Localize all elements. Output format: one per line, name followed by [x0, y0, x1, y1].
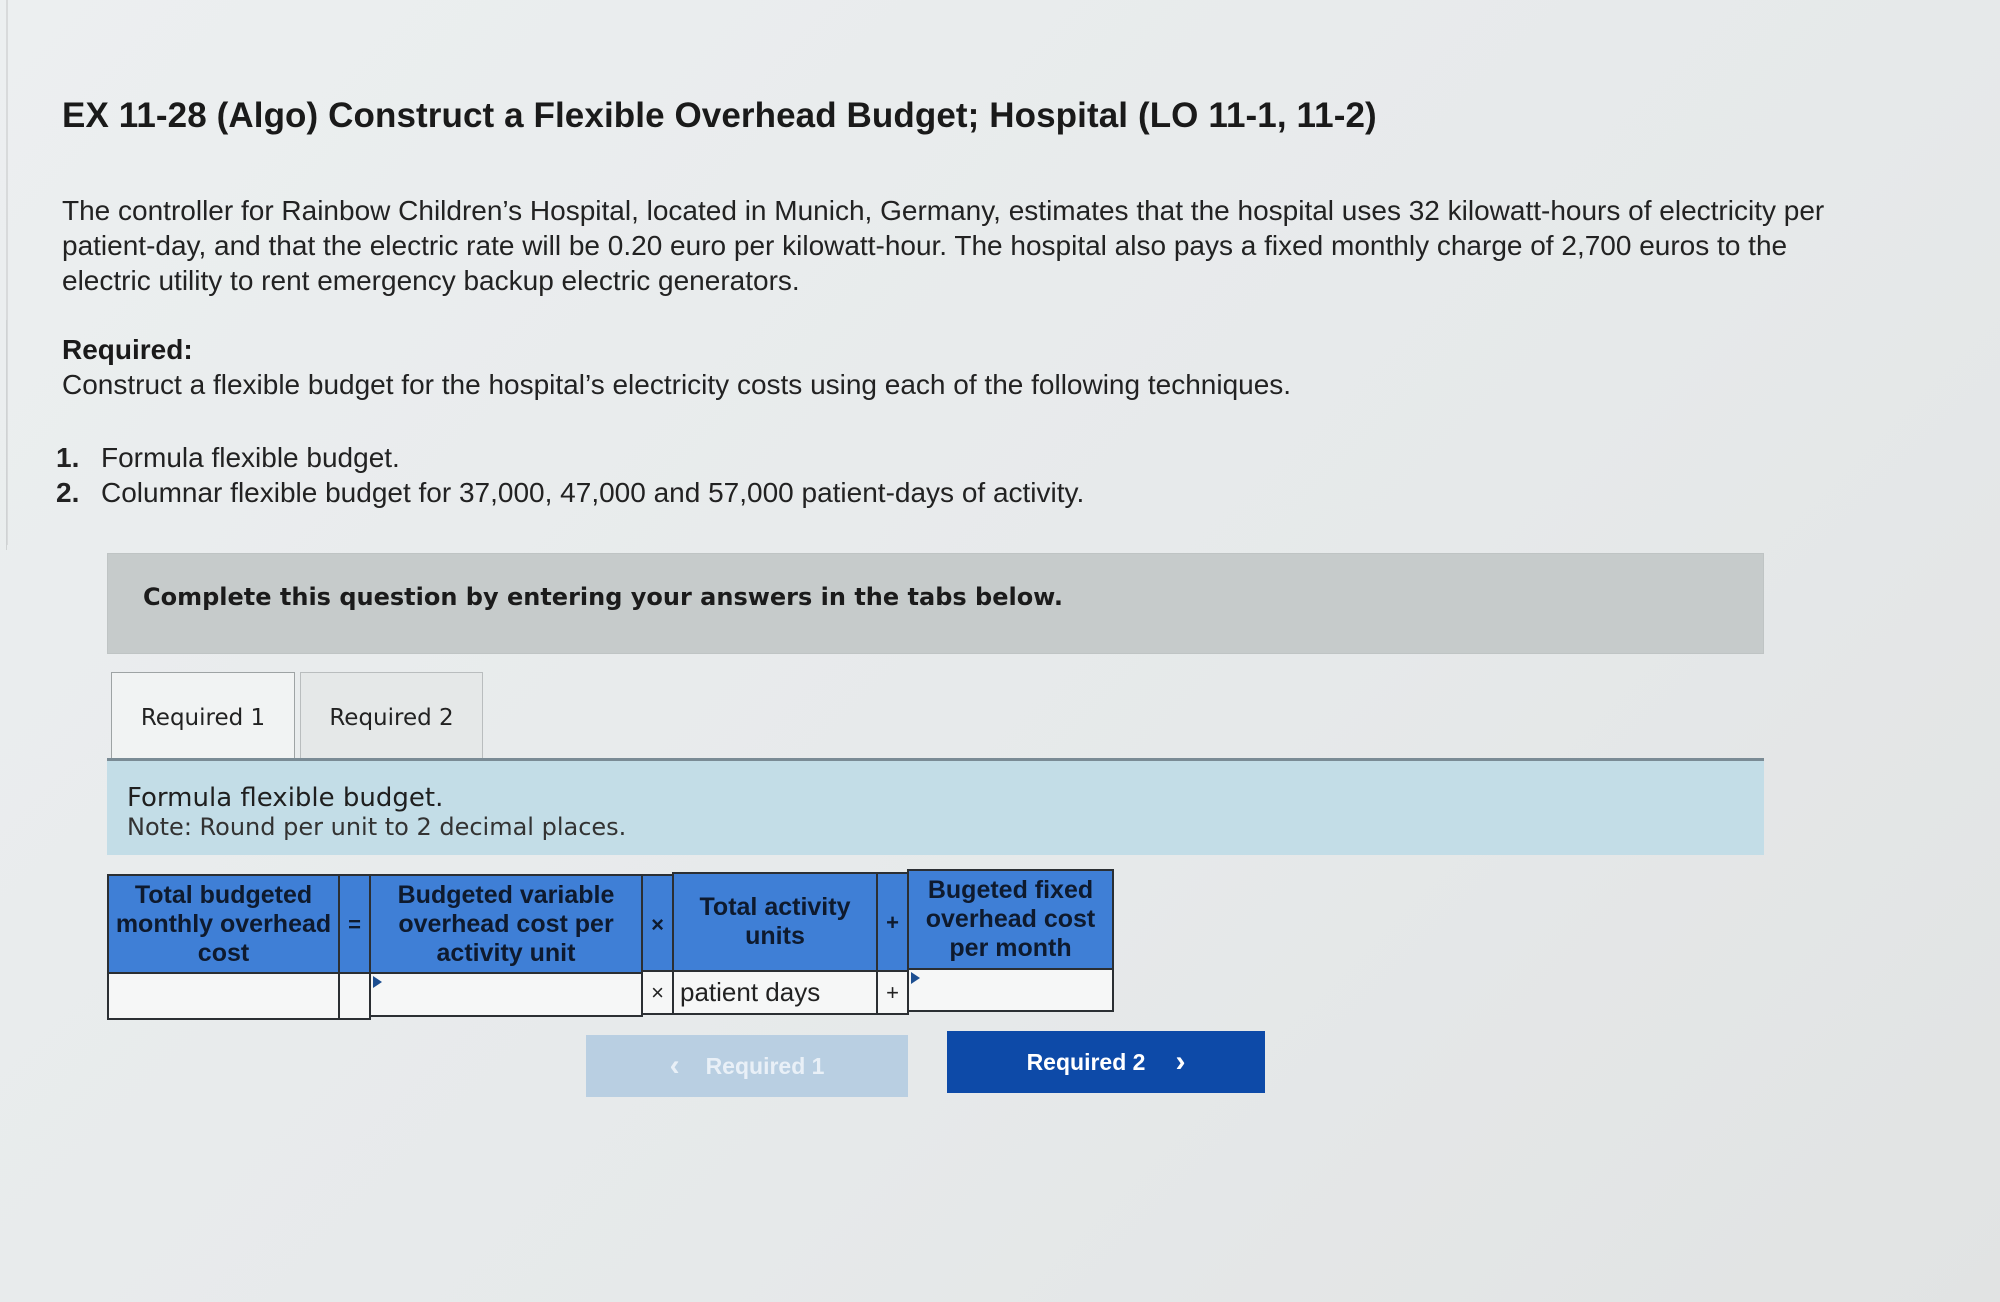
fixed-cost-input[interactable] — [907, 968, 1114, 1012]
prev-required-1-button[interactable] — [586, 1035, 908, 1097]
header-total-budgeted — [107, 874, 340, 974]
task-item — [56, 475, 1084, 510]
task-text: Columnar flexible budget for 37,000, 47,000 and 57,000 patient-days of activity. — [101, 477, 1085, 508]
header-label: Bugeted fixed overhead cost per month — [925, 876, 1096, 962]
task-number: 2. — [56, 477, 80, 508]
equals-label: = — [348, 911, 361, 937]
plus-label: + — [886, 909, 899, 935]
task-item — [56, 440, 1084, 475]
activity-units-cell — [672, 970, 878, 1015]
total-budgeted-input[interactable] — [107, 972, 340, 1020]
header-times-sign — [641, 874, 674, 974]
header-label: Total activity units — [699, 893, 851, 950]
banner-text: Complete this question by entering your answers in the tabs below. — [143, 583, 1063, 611]
note-text: Round per unit to 2 decimal places. — [199, 813, 627, 841]
header-plus-sign — [876, 872, 909, 972]
tab-label: Required 2 — [329, 704, 454, 731]
instruction-panel — [107, 761, 1764, 855]
activity-units-label: patient days — [680, 977, 821, 1007]
equals-spacer-cell — [338, 972, 371, 1020]
header-label: Budgeted variable overhead cost per activity unit — [397, 880, 615, 967]
problem-title: EX 11-28 (Algo) Construct a Flexible Overhead Budget; Hospital (LO 11-1, 11-2) — [62, 96, 1377, 135]
required-text: Construct a flexible budget for the hospital’s electricity costs using each of the following techniques. — [62, 369, 1292, 400]
plus-cell — [876, 970, 909, 1015]
instruction-title: Formula flexible budget. — [127, 783, 444, 813]
times-cell — [641, 970, 674, 1015]
instruction-note — [127, 813, 626, 841]
note-label: Note: — [127, 813, 192, 841]
tab-label: Required 1 — [140, 704, 266, 731]
tab-required-1[interactable] — [111, 672, 295, 762]
left-edge-tab — [0, 320, 7, 550]
next-button-label: Required 2 — [1026, 1048, 1146, 1075]
tab-required-2[interactable] — [300, 672, 483, 762]
task-list — [56, 440, 1084, 510]
instruction-banner — [107, 553, 1764, 654]
plus-label: + — [886, 979, 899, 1005]
header-activity-units — [672, 872, 878, 972]
problem-intro: The controller for Rainbow Children’s Hospital, located in Munich, Germany, estimates that the hospital uses 32 kilowatt-hours of electricity per patient-day, and that the electric rate will be 0.20 euro per kilowatt-hour. The hospital also pays a fixed monthly charge of 2,700 euros to the electric utility to rent emergency backup electric generators. — [62, 195, 1825, 296]
chevron-right-icon: › — [1175, 1045, 1186, 1078]
header-fixed-cost — [907, 869, 1114, 970]
input-marker-icon — [911, 972, 920, 984]
header-variable-cost — [369, 874, 643, 974]
times-label: × — [651, 911, 664, 937]
input-marker-icon — [373, 976, 382, 988]
task-number: 1. — [56, 442, 80, 473]
required-heading: Required: — [62, 334, 193, 365]
task-text: Formula flexible budget. — [101, 442, 400, 473]
header-label: Total budgeted monthly overhead cost — [115, 880, 332, 967]
variable-cost-input[interactable] — [369, 972, 643, 1017]
times-label: × — [651, 979, 664, 1005]
next-required-2-button[interactable] — [947, 1031, 1265, 1093]
prev-button-label: Required 1 — [705, 1052, 825, 1079]
header-equals-sign — [338, 874, 371, 974]
chevron-left-icon: ‹ — [669, 1049, 680, 1082]
